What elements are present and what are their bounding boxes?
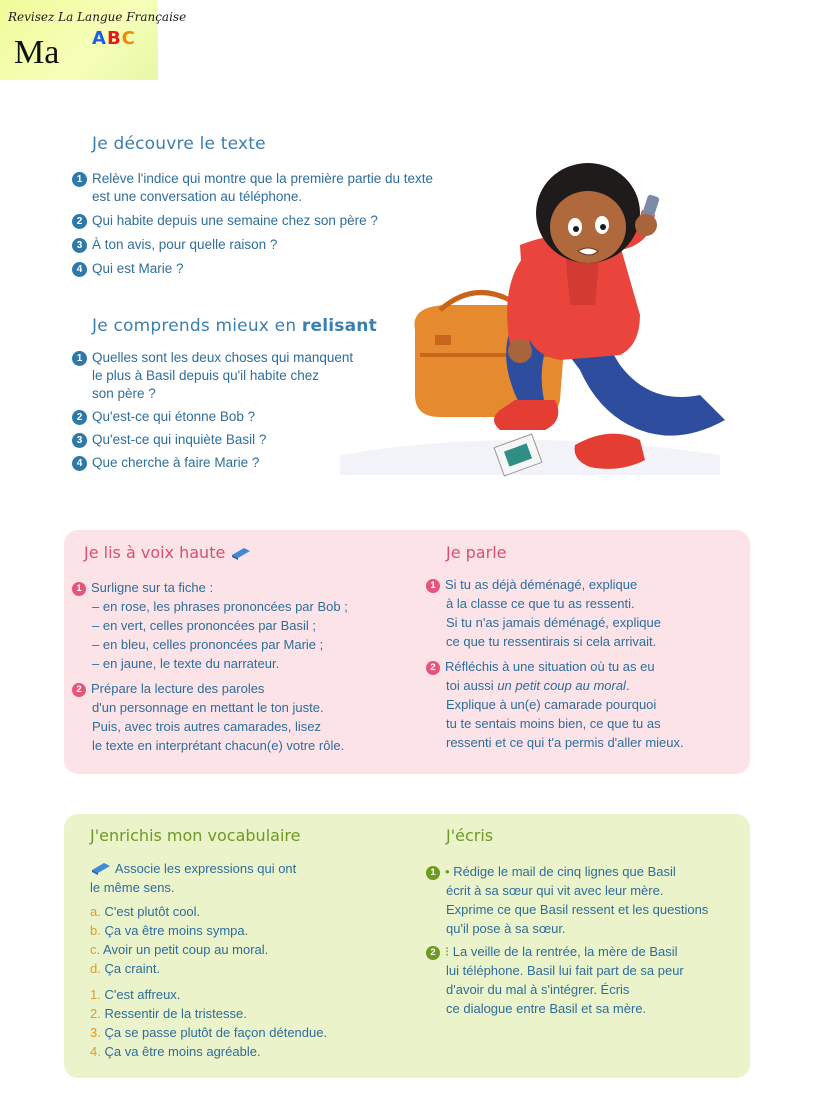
- question-item: 2 Qui habite depuis une semaine chez son père ?: [72, 212, 492, 230]
- question-item: 2 Qu'est-ce qui étonne Bob ?: [72, 408, 402, 426]
- instruction-item: 1 Surligne sur ta fiche : – en rose, les phrases prononcées par Bob ; – en vert, celles prononcées par Basil ; – en bleu, celles prononcées par Marie ; – en jaune, le texte du narrateur.: [72, 578, 348, 673]
- logo-abc: ABC: [92, 28, 136, 49]
- number-badge: 3: [72, 238, 87, 253]
- number-badge: 3: [72, 433, 87, 448]
- logo-main-text: Ma: [14, 34, 60, 71]
- question-item: 1 Quelles sont les deux choses qui manquent le plus à Basil depuis qu'il habite chez son père ?: [72, 349, 402, 403]
- instruction-item: 2 Prépare la lecture des paroles d'un personnage en mettant le ton juste. Puis, avec trois autres camarades, lisez le texte en interprétant chacun(e) votre rôle.: [72, 679, 348, 755]
- panel-heading-parle: Je parle: [446, 543, 507, 562]
- question-item: 4 Que cherche à faire Marie ?: [72, 454, 402, 472]
- logo-tagline: Revisez La Langue Française: [8, 10, 187, 24]
- vocabulary-exercise: [90, 859, 327, 1061]
- number-badge: 4: [72, 262, 87, 277]
- boy-on-phone-illustration: [320, 155, 730, 485]
- instruction-item: 2 ⁝ La veille de la rentrée, la mère de Basil lui téléphone. Basil lui fait part de sa peur d'avoir du mal à s'intégrer. Écris ce dialogue entre Basil et sa mère.: [426, 942, 708, 1018]
- book-icon: [90, 861, 112, 875]
- number-badge: 2: [72, 214, 87, 229]
- panel-oral: [64, 530, 750, 774]
- question-item: 4 Qui est Marie ?: [72, 260, 492, 278]
- number-badge: 2: [72, 683, 86, 697]
- number-badge: 1: [72, 582, 86, 596]
- question-item: 3 Qu'est-ce qui inquiète Basil ?: [72, 431, 402, 449]
- number-badge: 2: [426, 661, 440, 675]
- question-item: 1 Relève l'indice qui montre que la première partie du texte est une conversation au téléphone.: [72, 170, 492, 206]
- instruction-item: 2 Réfléchis à une situation où tu as eu toi aussi un petit coup au moral. Explique à un(e) camarade pourquoi tu te sentais moins bien, ce que tu as ressenti et ce qui t'a permis d'aller mieux.: [426, 657, 684, 752]
- number-badge: 2: [72, 410, 87, 425]
- panel-heading-lis: Je lis à voix haute: [84, 543, 252, 562]
- number-badge: 4: [72, 456, 87, 471]
- number-badge: 1: [72, 172, 87, 187]
- expression-list-digits: 1. C'est affreux. 2. Ressentir de la tristesse. 3. Ça se passe plutôt de façon détendue. 4. Ça va être moins agréable.: [90, 987, 328, 1059]
- expression-list-letters: a. C'est plutôt cool. b. Ça va être moins sympa. c. Avoir un petit coup au moral. d. Ça craint.: [90, 904, 269, 976]
- section-heading-decouvre: Je découvre le texte: [92, 134, 266, 154]
- number-badge: 1: [426, 866, 440, 880]
- book-icon: [230, 546, 252, 560]
- number-badge: 2: [426, 946, 440, 960]
- instruction-item: 1 • Rédige le mail de cinq lignes que Basil écrit à sa sœur qui vit avec leur mère. Exprime ce que Basil ressent et les questions qu'il pose à sa sœur.: [426, 862, 708, 938]
- lis-instructions: [72, 578, 348, 755]
- parle-instructions: [426, 575, 684, 752]
- panel-heading-vocabulaire: J'enrichis mon vocabulaire: [90, 826, 301, 845]
- panel-writing: [64, 814, 750, 1078]
- ecris-instructions: [426, 862, 708, 1018]
- question-item: 3 À ton avis, pour quelle raison ?: [72, 236, 492, 254]
- number-badge: 1: [72, 351, 87, 366]
- section-heading-comprends: Je comprends mieux en relisant: [92, 316, 377, 336]
- panel-heading-ecris: J'écris: [446, 826, 494, 845]
- number-badge: 1: [426, 579, 440, 593]
- instruction-item: 1 Si tu as déjà déménagé, explique à la classe ce que tu as ressenti. Si tu n'as jamais déménagé, explique ce que tu ressentirais si cela arrivait.: [426, 575, 684, 651]
- exercise-intro: Associe les expressions qui ont le même sens.: [90, 861, 297, 895]
- site-logo: [0, 0, 187, 80]
